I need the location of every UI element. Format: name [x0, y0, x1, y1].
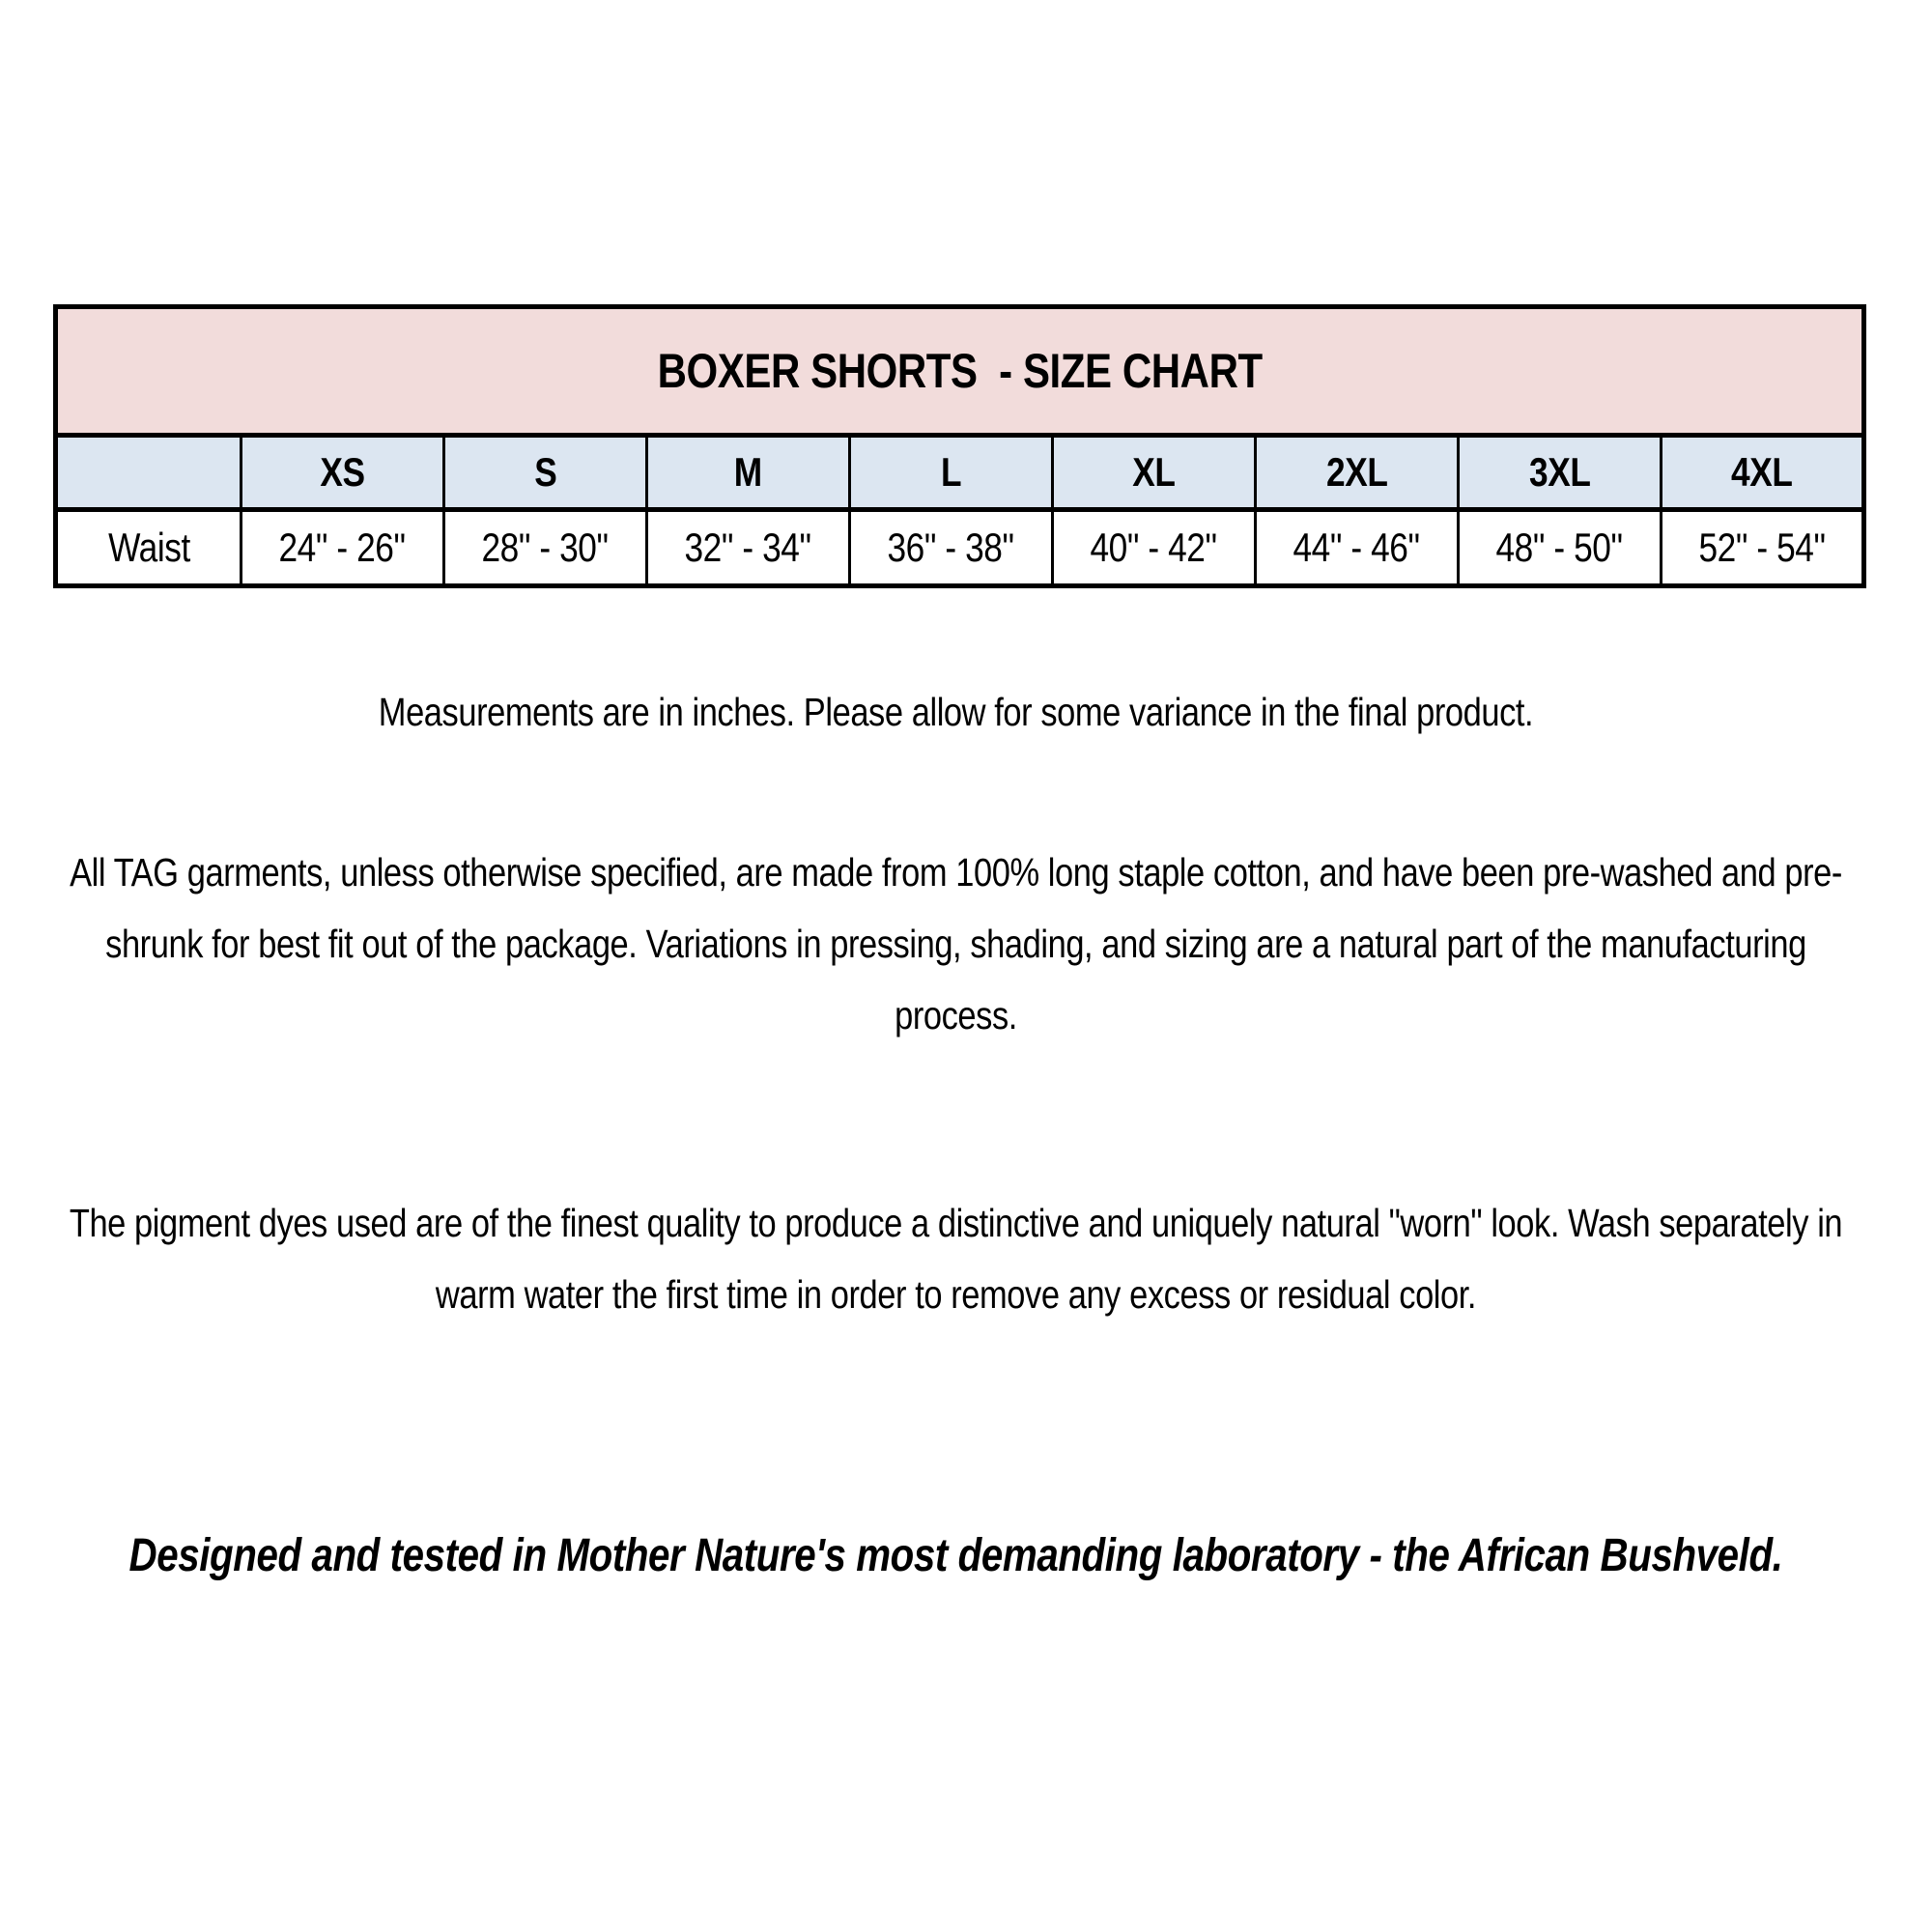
- size-header-cell: [1459, 436, 1662, 510]
- waist-value-cell: [647, 510, 850, 586]
- waist-value-cell: [444, 510, 647, 586]
- table-title-row: [56, 307, 1864, 436]
- table-title-cell: [56, 307, 1864, 436]
- size-label: XS: [320, 449, 365, 495]
- waist-value-cell: [1256, 510, 1459, 586]
- waist-value: 28" - 30": [481, 525, 610, 570]
- dye-care-note: The pigment dyes used are of the finest quality to produce a distinctive and uniquely natural "worn" look. Wash separately in warm water the first time in order to remove any excess or residual color.: [69, 1201, 1843, 1317]
- waist-value-cell: [850, 510, 1053, 586]
- waist-row-label: Waist: [107, 525, 190, 570]
- waist-row-label-cell: [56, 510, 242, 586]
- size-header-cell: [444, 436, 647, 510]
- size-header-cell: [1256, 436, 1459, 510]
- waist-value: 24" - 26": [278, 525, 407, 570]
- fabric-note: All TAG garments, unless otherwise specified, are made from 100% long staple cotton, and have been pre-washed and pre-shrunk for best fit out of the package. Variations in pressing, shading, and sizing are a natural part of the manufacturing process.: [70, 850, 1842, 1037]
- size-label: XL: [1132, 449, 1176, 495]
- waist-value: 36" - 38": [887, 525, 1015, 570]
- size-header-row: [56, 436, 1864, 510]
- size-label: 2XL: [1325, 449, 1388, 495]
- size-header-cell: [647, 436, 850, 510]
- waist-value: 40" - 42": [1090, 525, 1218, 570]
- corner-cell: [56, 436, 242, 510]
- waist-value-cell: [1459, 510, 1662, 586]
- waist-value-cell: [1053, 510, 1256, 586]
- size-label: M: [734, 449, 762, 495]
- size-header-cell: [850, 436, 1053, 510]
- size-label: L: [940, 449, 962, 495]
- size-header-cell: [1662, 436, 1864, 510]
- measurement-note: Measurements are in inches. Please allow for some variance in the final product.: [378, 690, 1534, 734]
- size-label: S: [533, 449, 557, 495]
- size-chart-table: [53, 304, 1866, 588]
- waist-value: 32" - 34": [684, 525, 812, 570]
- waist-value: 52" - 54": [1698, 525, 1826, 570]
- size-label: 4XL: [1731, 449, 1793, 495]
- size-label: 3XL: [1528, 449, 1591, 495]
- waist-value: 48" - 50": [1495, 525, 1624, 570]
- table-title: BOXER SHORTS - SIZE CHART: [657, 344, 1263, 398]
- waist-value-cell: [242, 510, 444, 586]
- size-header-cell: [242, 436, 444, 510]
- size-header-cell: [1053, 436, 1256, 510]
- waist-value: 44" - 46": [1293, 525, 1421, 570]
- brand-tagline: Designed and tested in Mother Nature's most demanding laboratory - the African Bushveld.: [128, 1530, 1783, 1581]
- waist-row: [56, 510, 1864, 586]
- waist-value-cell: [1662, 510, 1864, 586]
